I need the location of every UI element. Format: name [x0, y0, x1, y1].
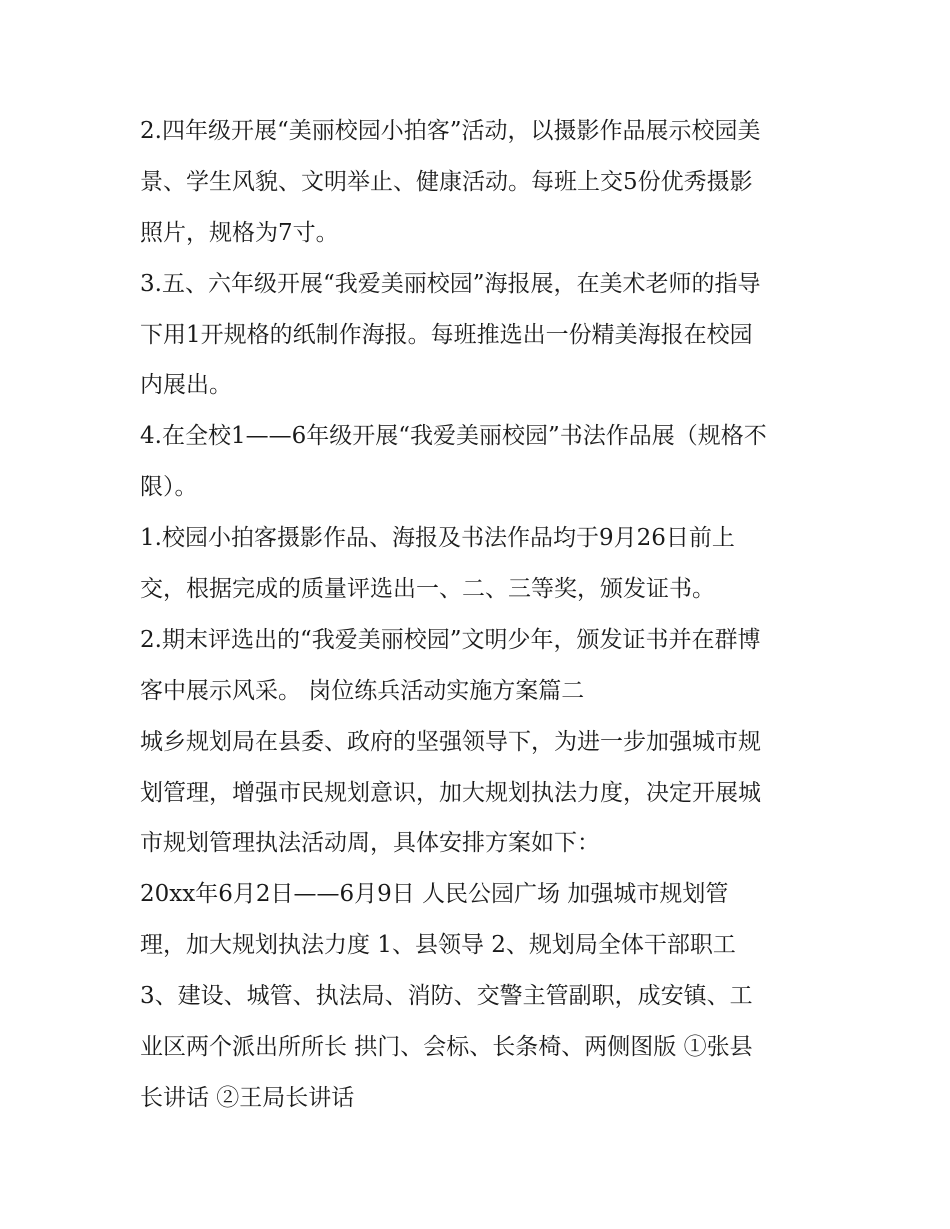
- text-line: 交，根据完成的质量评选出一、二、三等奖，颁发证书。: [140, 576, 715, 603]
- text-line: 20xx年6月2日——6月9日 人民公园广场 加强城市规划管: [140, 881, 729, 908]
- text-line: 客中展示风采。 岗位练兵活动实施方案篇二: [140, 677, 585, 704]
- text-line: 下用1开规格的纸制作海报。每班推选出一份精美海报在校园: [140, 321, 753, 348]
- text-line: 划管理，增强市民规划意识，加大规划执法力度，决定开展城: [140, 779, 761, 806]
- text-line: 理，加大规划执法力度 1、县领导 2、规划局全体干部职工: [140, 932, 736, 959]
- text-line: 内展出。: [140, 372, 232, 399]
- text-line: 限）。: [140, 474, 198, 501]
- text-line: 4.在全校1——6年级开展“我爱美丽校园”书法作品展（规格不: [140, 423, 767, 450]
- text-line: 3、建设、城管、执法局、消防、交警主管副职，成安镇、工: [140, 983, 753, 1010]
- text-line: 照片，规格为7寸。: [140, 219, 339, 246]
- text-line: 城乡规划局在县委、政府的坚强领导下，为进一步加强城市规: [140, 728, 761, 755]
- text-line: 长讲话 ②王局长讲话: [140, 1084, 355, 1111]
- text-line: 1.校园小拍客摄影作品、海报及书法作品均于9月26日前上: [140, 525, 735, 552]
- text-line: 景、学生风貌、文明举止、健康活动。每班上交5份优秀摄影: [140, 168, 753, 195]
- text-line: 2.期末评选出的“我爱美丽校园”文明少年，颁发证书并在群博: [140, 626, 761, 653]
- text-line: 市规划管理执法活动周，具体安排方案如下：: [140, 830, 600, 857]
- text-line: 2.四年级开展“美丽校园小拍客”活动，以摄影作品展示校园美: [140, 118, 761, 144]
- text-line: 3.五、六年级开展“我爱美丽校园”海报展，在美术老师的指导: [140, 270, 761, 297]
- text-line: 业区两个派出所所长 拱门、会标、长条椅、两侧图版 ①张县: [140, 1034, 753, 1061]
- document-body: [140, 106, 830, 1124]
